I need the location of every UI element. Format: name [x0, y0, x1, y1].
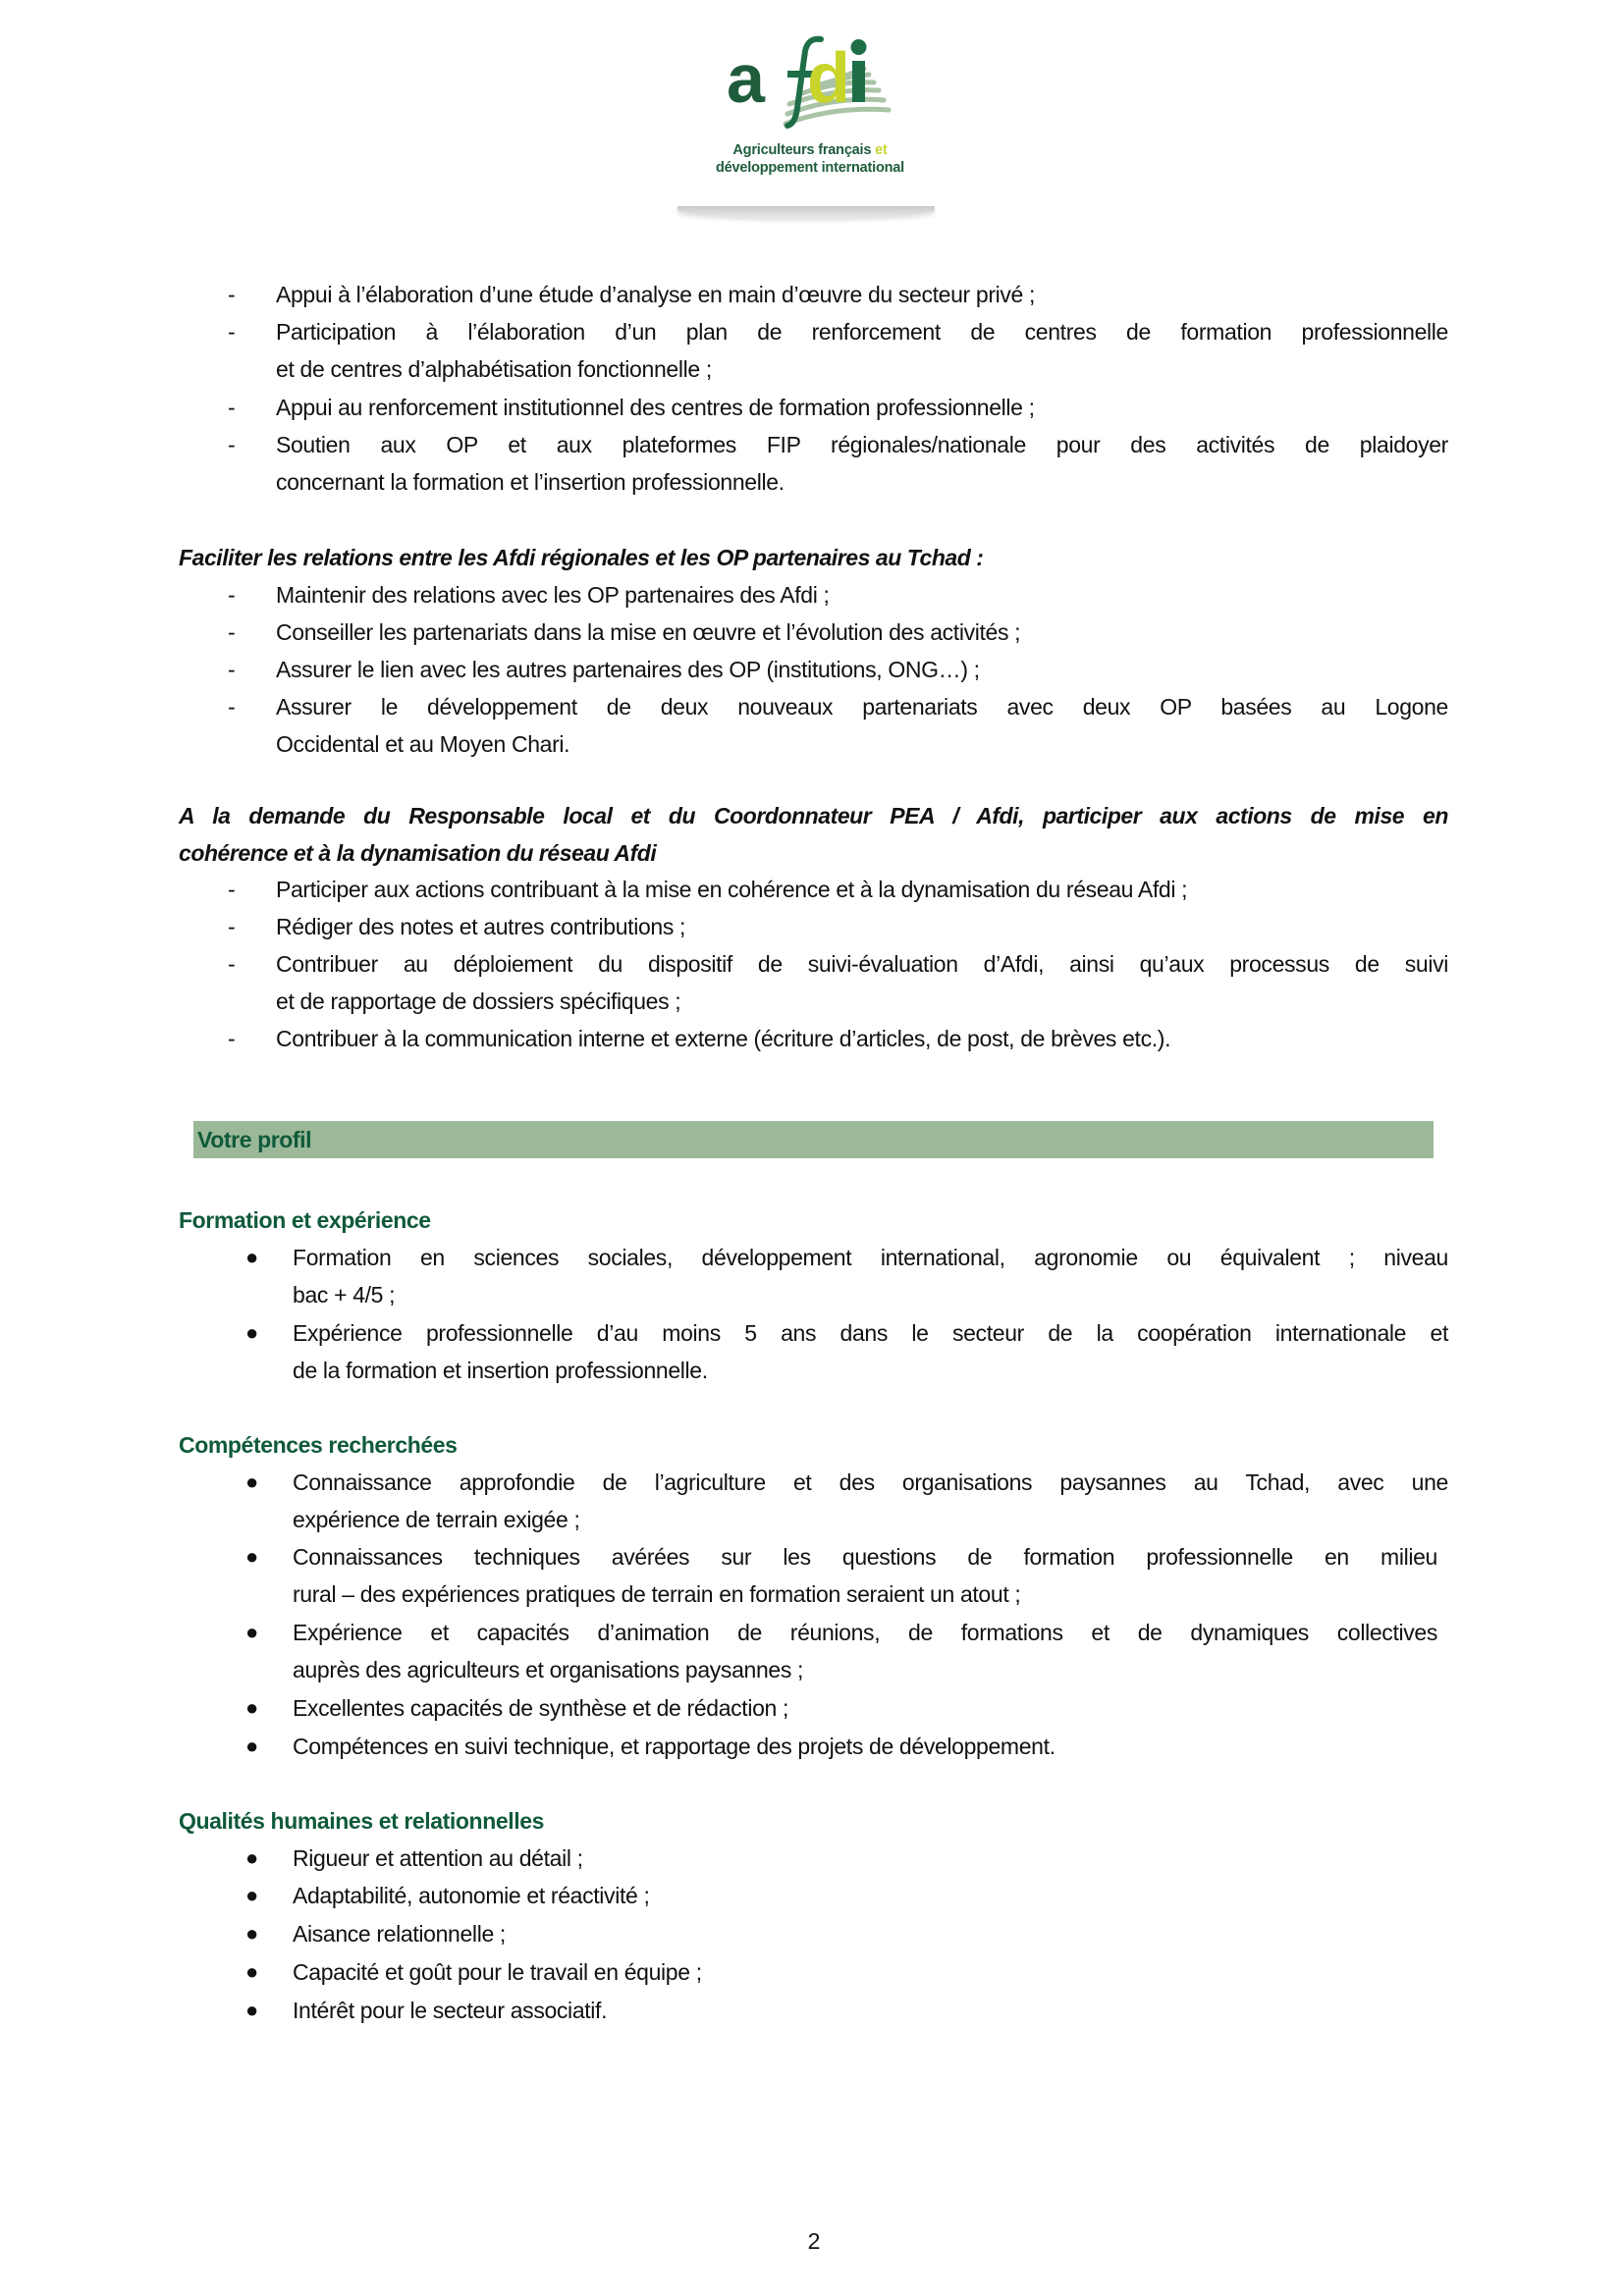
- list-item-continuation: et de rapportage de dossiers spécifiques ;: [276, 988, 681, 1014]
- bullet-icon: ●: [245, 1544, 259, 1569]
- list-item-continuation: bac + 4/5 ;: [293, 1282, 396, 1308]
- list-item: Capacité et goût pour le travail en équipe ;: [293, 1959, 702, 1985]
- section-heading: A la demande du Responsable local et du Coordonnateur PEA / Afdi, participer aux actions de mise en: [179, 803, 1448, 828]
- subsection-heading: Compétences recherchées: [179, 1432, 458, 1458]
- afdi-logo: [677, 29, 943, 226]
- section-heading-continuation: cohérence et à la dynamisation du réseau Afdi: [179, 840, 657, 866]
- list-item: Aisance relationnelle ;: [293, 1921, 506, 1947]
- list-item: Participer aux actions contribuant à la mise en cohérence et à la dynamisation du réseau Afdi ;: [276, 877, 1188, 902]
- dash-icon: -: [228, 877, 236, 902]
- dash-icon: -: [228, 432, 236, 457]
- bullet-icon: ●: [245, 1998, 259, 2022]
- tagline-et: et: [875, 142, 888, 158]
- list-item-continuation: et de centres d’alphabétisation fonctionnelle ;: [276, 356, 712, 382]
- list-item-continuation: concernant la formation et l’insertion professionnelle.: [276, 469, 785, 495]
- list-item: Formation en sciences sociales, développement international, agronomie ou équivalent ; niveau: [293, 1245, 1448, 1270]
- dash-icon: -: [228, 657, 236, 682]
- list-item: Expérience et capacités d’animation de réunions, de formations et de dynamiques collectives: [293, 1620, 1437, 1645]
- list-item-continuation: expérience de terrain exigée ;: [293, 1507, 580, 1532]
- bullet-icon: ●: [245, 1845, 259, 1870]
- logo-tagline: [677, 141, 943, 177]
- list-item: Expérience professionnelle d’au moins 5 ans dans le secteur de la coopération internationale et: [293, 1320, 1448, 1346]
- list-item: Rédiger des notes et autres contributions ;: [276, 914, 686, 939]
- list-item: Connaissances techniques avérées sur les questions de formation professionnelle en milieu: [293, 1544, 1437, 1570]
- list-item: Excellentes capacités de synthèse et de rédaction ;: [293, 1695, 789, 1721]
- svg-text:d: d: [807, 39, 850, 118]
- list-item: Appui à l’élaboration d’une étude d’analyse en main d’œuvre du secteur privé ;: [276, 282, 1036, 307]
- logo-shadow-bar: [677, 206, 935, 218]
- list-item: Contribuer au déploiement du dispositif de suivi-évaluation d’Afdi, ainsi qu’aux processus de suivi: [276, 951, 1448, 977]
- bullet-icon: ●: [245, 1620, 259, 1644]
- list-item: Conseiller les partenariats dans la mise en œuvre et l’évolution des activités ;: [276, 619, 1021, 645]
- subsection-heading: Qualités humaines et relationnelles: [179, 1808, 545, 1834]
- dash-icon: -: [228, 282, 236, 307]
- dash-icon: -: [228, 582, 236, 608]
- dash-icon: -: [228, 694, 236, 720]
- list-item: Adaptabilité, autonomie et réactivité ;: [293, 1883, 650, 1908]
- dash-icon: -: [228, 1026, 236, 1051]
- list-item: Assurer le développement de deux nouveaux partenariats avec deux OP basées au Logone: [276, 694, 1448, 720]
- list-item: Connaissance approfondie de l’agriculture et des organisations paysannes au Tchad, avec une: [293, 1469, 1448, 1495]
- list-item: Compétences en suivi technique, et rapportage des projets de développement.: [293, 1734, 1056, 1759]
- list-item: Appui au renforcement institutionnel des centres de formation professionnelle ;: [276, 395, 1035, 420]
- bullet-icon: ●: [245, 1469, 259, 1494]
- bullet-icon: ●: [245, 1734, 259, 1758]
- page-number: 2: [807, 2228, 821, 2254]
- list-item: Maintenir des relations avec les OP partenaires des Afdi ;: [276, 582, 830, 608]
- dash-icon: -: [228, 914, 236, 939]
- section-banner-profile: [193, 1121, 1434, 1158]
- bullet-icon: ●: [245, 1921, 259, 1946]
- dash-icon: -: [228, 619, 236, 645]
- tagline-line-1: Agriculteurs français: [732, 142, 872, 158]
- list-item-continuation: de la formation et insertion professionnelle.: [293, 1358, 708, 1383]
- list-item-continuation: rural – des expériences pratiques de terrain en formation seraient un atout ;: [293, 1581, 1021, 1607]
- list-item-continuation: auprès des agriculteurs et organisations paysannes ;: [293, 1657, 804, 1682]
- list-item: Assurer le lien avec les autres partenaires des OP (institutions, ONG…) ;: [276, 657, 980, 682]
- bullet-icon: ●: [245, 1320, 259, 1345]
- list-item: Contribuer à la communication interne et externe (écriture d’articles, de post, de brèves etc.).: [276, 1026, 1171, 1051]
- bullet-icon: ●: [245, 1245, 259, 1269]
- subsection-heading: Formation et expérience: [179, 1207, 431, 1233]
- bullet-icon: ●: [245, 1883, 259, 1907]
- dash-icon: -: [228, 395, 236, 420]
- list-item: Intérêt pour le secteur associatif.: [293, 1998, 608, 2023]
- bullet-icon: ●: [245, 1695, 259, 1720]
- list-item: Soutien aux OP et aux plateformes FIP régionales/nationale pour des activités de plaidoyer: [276, 432, 1448, 457]
- section-heading: Faciliter les relations entre les Afdi régionales et les OP partenaires au Tchad :: [179, 545, 984, 570]
- dash-icon: -: [228, 951, 236, 977]
- afdi-logo-mark-icon: [727, 29, 903, 137]
- bullet-icon: ●: [245, 1959, 259, 1984]
- dash-icon: -: [228, 319, 236, 345]
- banner-title: Votre profil: [197, 1127, 312, 1152]
- tagline-line-2: développement international: [716, 160, 904, 176]
- list-item-continuation: Occidental et au Moyen Chari.: [276, 731, 570, 757]
- svg-text:a: a: [727, 40, 765, 117]
- list-item: Participation à l’élaboration d’un plan de renforcement de centres de formation professionnelle: [276, 319, 1448, 345]
- list-item: Rigueur et attention au détail ;: [293, 1845, 583, 1871]
